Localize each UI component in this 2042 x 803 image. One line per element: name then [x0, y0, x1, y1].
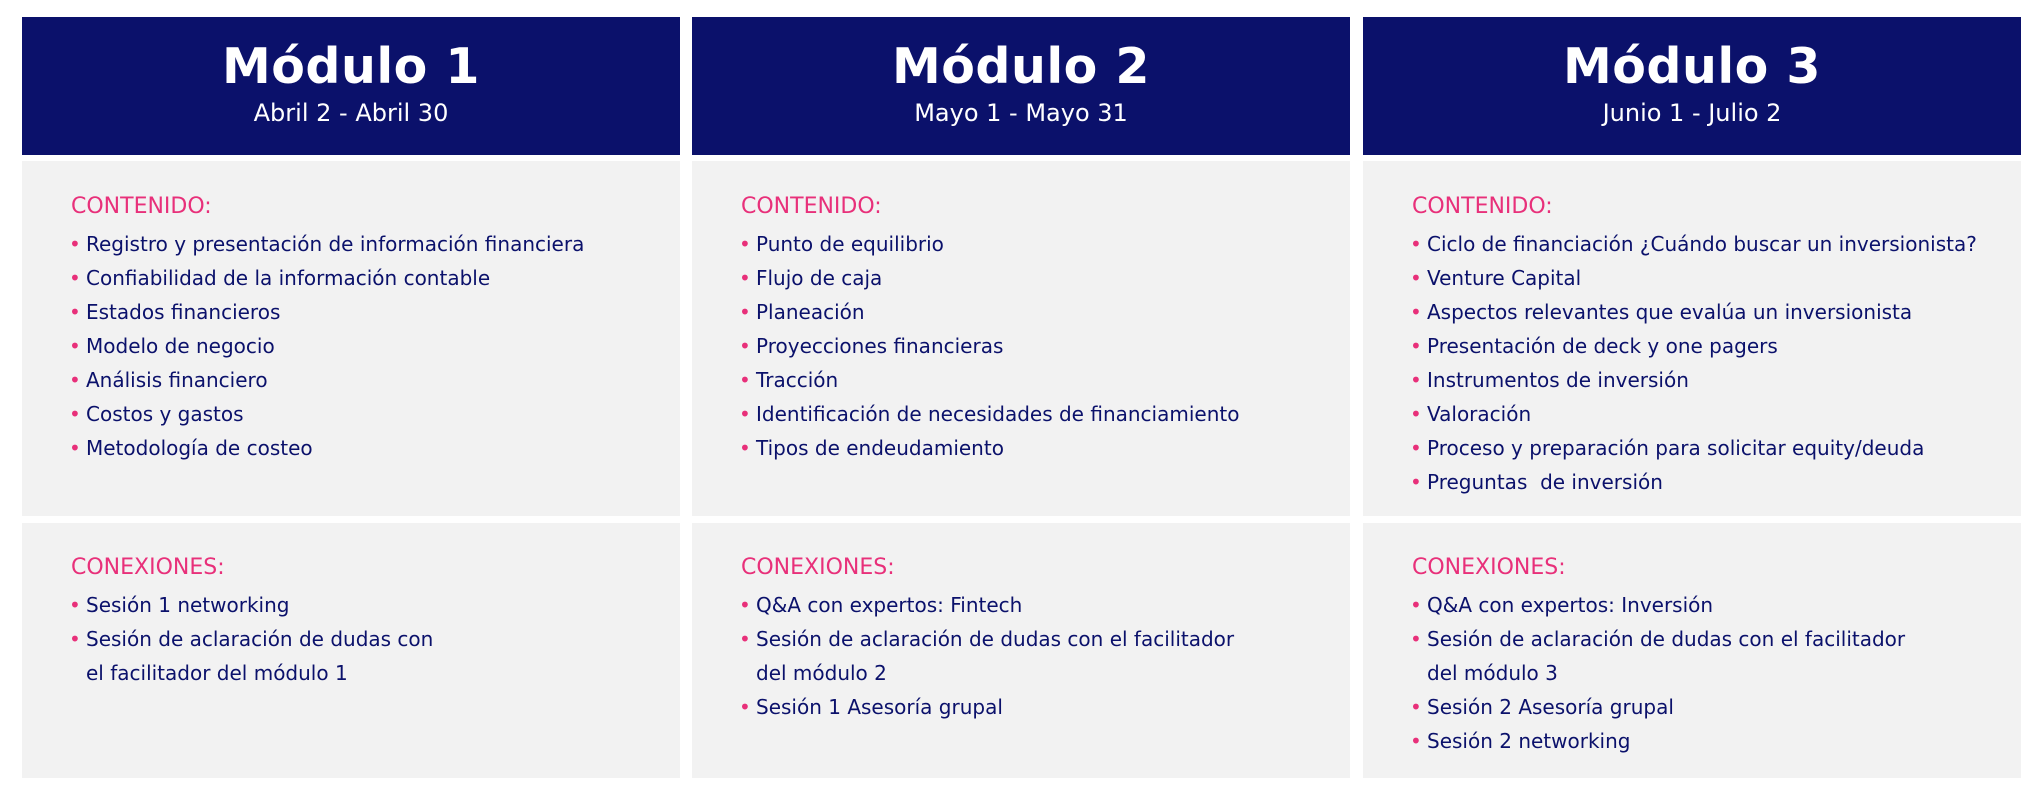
bullet-icon: • [739, 368, 751, 392]
bullet-icon: • [1410, 729, 1422, 753]
list-item-text: Q&A con expertos: Inversión [1427, 593, 1714, 617]
bullet-icon: • [69, 266, 81, 290]
content-list [741, 227, 1340, 465]
bullet-icon: • [1410, 470, 1422, 494]
bullet-icon: • [1410, 368, 1422, 392]
list-item-text: Instrumentos de inversión [1427, 368, 1689, 392]
module-column-1 [22, 17, 680, 778]
list-item [1412, 329, 2011, 363]
module-header-3 [1363, 17, 2021, 155]
list-item-text: Sesión 1 networking [86, 593, 290, 617]
content-panel [1363, 161, 2021, 516]
module-column-3 [1363, 17, 2021, 778]
bullet-icon: • [69, 300, 81, 324]
list-item [1412, 724, 2011, 758]
list-item [1412, 261, 2011, 295]
content-section-title: CONTENIDO: [1412, 194, 1553, 219]
connections-section-title: CONEXIONES: [1412, 555, 1566, 580]
bullet-icon: • [1410, 266, 1422, 290]
bullet-icon: • [69, 368, 81, 392]
bullet-icon: • [739, 627, 751, 651]
list-item-text: Valoración [1427, 402, 1532, 426]
connections-section-title: CONEXIONES: [71, 555, 225, 580]
list-item [1412, 588, 2011, 622]
list-item-text: Planeación [756, 300, 865, 324]
list-item [741, 690, 1340, 724]
module-dates: Mayo 1 - Mayo 31 [914, 99, 1128, 127]
list-item-text: Confiabilidad de la información contable [86, 266, 491, 290]
list-item-text: Metodología de costeo [86, 436, 313, 460]
content-section-title: CONTENIDO: [741, 194, 882, 219]
list-item [1412, 431, 2011, 465]
bullet-icon: • [739, 436, 751, 460]
list-item-text: Venture Capital [1427, 266, 1582, 290]
module-header-1 [22, 17, 680, 155]
list-item [741, 622, 1340, 690]
list-item [71, 431, 670, 465]
module-title: Módulo 2 [892, 38, 1150, 95]
list-item [741, 227, 1340, 261]
list-item [1412, 690, 2011, 724]
list-item-text: Aspectos relevantes que evalúa un inversionista [1427, 300, 1913, 324]
list-item-text: Identificación de necesidades de financiamiento [756, 402, 1240, 426]
list-item-text: Proyecciones financieras [756, 334, 1004, 358]
list-item-text: Q&A con expertos: Fintech [756, 593, 1023, 617]
content-panel [692, 161, 1350, 516]
list-item [71, 622, 670, 690]
bullet-icon: • [739, 266, 751, 290]
list-item [71, 295, 670, 329]
content-panel [22, 161, 680, 516]
content-list [71, 227, 670, 465]
list-item [71, 397, 670, 431]
list-item [1412, 397, 2011, 431]
bullet-icon: • [69, 436, 81, 460]
module-header-2 [692, 17, 1350, 155]
bullet-icon: • [69, 627, 81, 651]
bullet-icon: • [1410, 436, 1422, 460]
bullet-icon: • [739, 232, 751, 256]
list-item [71, 261, 670, 295]
connections-panel [22, 523, 680, 778]
list-item [741, 588, 1340, 622]
list-item [71, 588, 670, 622]
list-item [741, 261, 1340, 295]
module-dates: Abril 2 - Abril 30 [253, 99, 449, 127]
bullet-icon: • [1410, 695, 1422, 719]
list-item-text: Ciclo de financiación ¿Cuándo buscar un inversionista? [1427, 232, 1977, 256]
list-item-text: Registro y presentación de información financiera [86, 232, 585, 256]
connections-list [1412, 588, 2011, 758]
list-item [741, 431, 1340, 465]
list-item-text: Punto de equilibrio [756, 232, 944, 256]
list-item [1412, 465, 2011, 499]
list-item-text: Análisis financiero [86, 368, 268, 392]
list-item-text: Tipos de endeudamiento [756, 436, 1004, 460]
connections-section-title: CONEXIONES: [741, 555, 895, 580]
connections-list [741, 588, 1340, 724]
bullet-icon: • [1410, 232, 1422, 256]
list-item-text: Preguntas de inversión [1427, 470, 1663, 494]
list-item-text: Costos y gastos [86, 402, 244, 426]
connections-list [71, 588, 670, 690]
bullet-icon: • [739, 593, 751, 617]
list-item [71, 363, 670, 397]
list-item-text: Estados financieros [86, 300, 281, 324]
bullet-icon: • [1410, 402, 1422, 426]
list-item-text: Tracción [756, 368, 839, 392]
list-item [741, 295, 1340, 329]
list-item [741, 363, 1340, 397]
list-item-text: Sesión 2 Asesoría grupal [1427, 695, 1674, 719]
list-item-text: Modelo de negocio [86, 334, 275, 358]
bullet-icon: • [1410, 627, 1422, 651]
bullet-icon: • [69, 334, 81, 358]
content-list [1412, 227, 2011, 499]
list-item [741, 329, 1340, 363]
list-item [1412, 227, 2011, 261]
list-item [1412, 622, 2011, 690]
list-item-text: Sesión de aclaración de dudas con el facilitador del módulo 2 [756, 627, 1235, 685]
list-item-text: Presentación de deck y one pagers [1427, 334, 1778, 358]
bullet-icon: • [69, 402, 81, 426]
list-item-text: Proceso y preparación para solicitar equity/deuda [1427, 436, 1925, 460]
list-item [741, 397, 1340, 431]
bullet-icon: • [69, 232, 81, 256]
list-item [71, 329, 670, 363]
bullet-icon: • [739, 695, 751, 719]
bullet-icon: • [1410, 593, 1422, 617]
list-item-text: Sesión 2 networking [1427, 729, 1631, 753]
list-item [1412, 295, 2011, 329]
bullet-icon: • [739, 300, 751, 324]
list-item-text: Sesión 1 Asesoría grupal [756, 695, 1003, 719]
list-item-text: Sesión de aclaración de dudas con el facilitador del módulo 3 [1427, 627, 1906, 685]
bullet-icon: • [1410, 334, 1422, 358]
list-item [71, 227, 670, 261]
list-item-text: Flujo de caja [756, 266, 883, 290]
list-item [1412, 363, 2011, 397]
module-column-2 [692, 17, 1350, 778]
module-title: Módulo 3 [1563, 38, 1821, 95]
list-item-text: Sesión de aclaración de dudas con el facilitador del módulo 1 [86, 627, 434, 685]
bullet-icon: • [69, 593, 81, 617]
connections-panel [1363, 523, 2021, 778]
content-section-title: CONTENIDO: [71, 194, 212, 219]
bullet-icon: • [1410, 300, 1422, 324]
bullet-icon: • [739, 402, 751, 426]
module-title: Módulo 1 [222, 38, 480, 95]
bullet-icon: • [739, 334, 751, 358]
connections-panel [692, 523, 1350, 778]
module-dates: Junio 1 - Julio 2 [1602, 99, 1782, 127]
